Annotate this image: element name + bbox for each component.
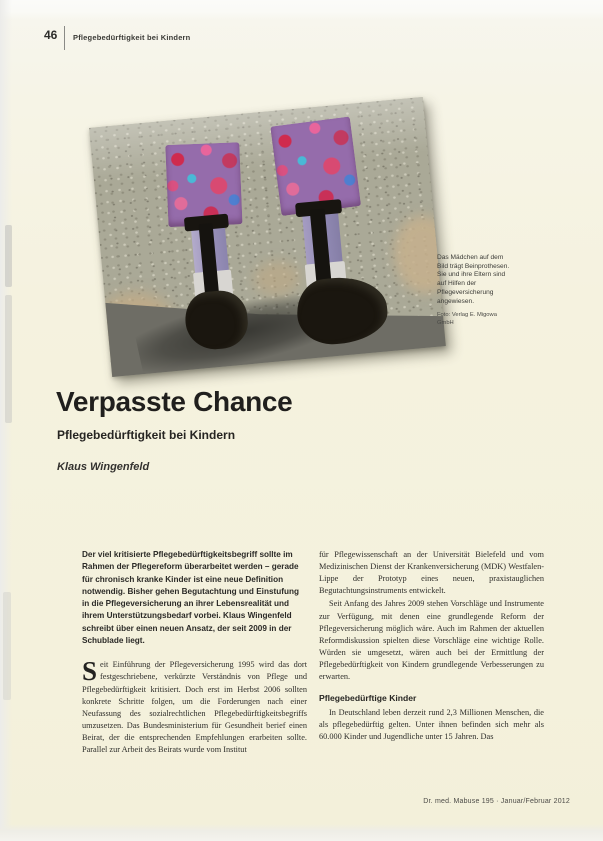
photo-caption-block bbox=[437, 254, 511, 327]
scan-artifact bbox=[0, 824, 603, 841]
article-photo bbox=[89, 97, 446, 377]
page-number: 46 bbox=[44, 28, 58, 42]
running-head: Pflegebedürftigkeit bei Kindern bbox=[73, 33, 191, 42]
article-title: Verpasste Chance bbox=[56, 386, 293, 417]
photo-credit: Foto: Verlag E. Migowa GmbH bbox=[437, 312, 497, 326]
article-standfirst: Der viel kritisierte Pflegebedürftigkeitsbegriff sollte im Rahmen der Pflegereform überarbeitet werden – gerade für chronisch kranke Kinder ist eine neue Definition notwendig. Bisher gehen Begutachtung und Einstufung in die Pflegeversicherung an ihrer Lebensrealität und ihrem Unterstützungsbedarf vorbei. Klaus Wingenfeld schreibt über einen neuen Ansatz, der seit 2009 in der Schublade liegt. bbox=[82, 550, 299, 646]
paragraph-text: eit Einführung der Pflegeversicherung 1995 wird das dort festgeschriebene, verkürzte Verständnis von Pflege und Pflegebedürftigkeit kritisiert. Doch erst im Herbst 2006 sollten konkrete Schritte folgen, um die Forderungen nach einer Neufassung des sozialrechtlichen Pflegebedürftigkeitsbegriffs umzusetzen. Das Bundesministerium für Gesundheit berief einen Beirat, der die entsprechenden Empfehlungen erarbeiten sollte. Parallel zur Arbeit des Beirats wurde vom Institut bbox=[82, 660, 307, 755]
photo-caption: Das Mädchen auf dem Bild trägt Beinprothesen. Sie und ihre Eltern sind auf Hilfen der Pflegeversicherung angewiesen. bbox=[437, 254, 510, 305]
article-subtitle: Pflegebedürftigkeit bei Kindern bbox=[57, 428, 236, 442]
article-author: Klaus Wingenfeld bbox=[57, 461, 150, 473]
drop-cap: S bbox=[82, 656, 98, 687]
black-shoe bbox=[294, 273, 390, 347]
body-paragraph bbox=[82, 656, 307, 756]
photo-light-overlay bbox=[89, 97, 428, 183]
body-paragraph: für Pflegewissenschaft an der Universität Bielefeld und vom Medizinischen Dienst der Krankenversicherung (MDK) Westfalen-Lippe der Prototyp eines neuen, praxistauglichen Begutachtungsinstruments entwickelt. bbox=[319, 550, 544, 596]
scan-artifact bbox=[5, 225, 12, 287]
article-columns bbox=[82, 549, 544, 756]
page-footer: Dr. med. Mabuse 195 · Januar/Februar 2012 bbox=[423, 798, 570, 805]
scan-artifact bbox=[0, 0, 603, 20]
column-left bbox=[82, 549, 307, 756]
floral-pant-leg bbox=[165, 142, 242, 227]
section-subhead: Pflegebedürftige Kinder bbox=[319, 693, 417, 704]
scan-artifact bbox=[3, 592, 11, 700]
photo-right-leg bbox=[272, 116, 392, 350]
body-paragraph: In Deutschland leben derzeit rund 2,3 Millionen Menschen, die als pflegebedürftig gelten. Unter ihnen befinden sich mehr als 60.000 Kinder und Jugendliche unter 15 Jahren. Das bbox=[319, 708, 544, 742]
column-right bbox=[319, 549, 544, 756]
body-paragraph: Seit Anfang des Jahres 2009 stehen Vorschläge und Instrumente zur Verfügung, mit denen eine grundlegende Reform der Pflegeversicherung möglich wäre. Auch im Rahmen der aktuellen Reformdiskussion spielten diese Vorschläge eine wichtige Rolle. Würden sie umgesetzt, wären auch bei der Ermittlung der Pflegebedürftigkeit von Kindern grundlegende Verbesserungen zu erwarten. bbox=[319, 599, 544, 682]
header-divider bbox=[64, 26, 65, 50]
scan-artifact bbox=[5, 295, 12, 423]
black-shoe bbox=[183, 288, 250, 351]
